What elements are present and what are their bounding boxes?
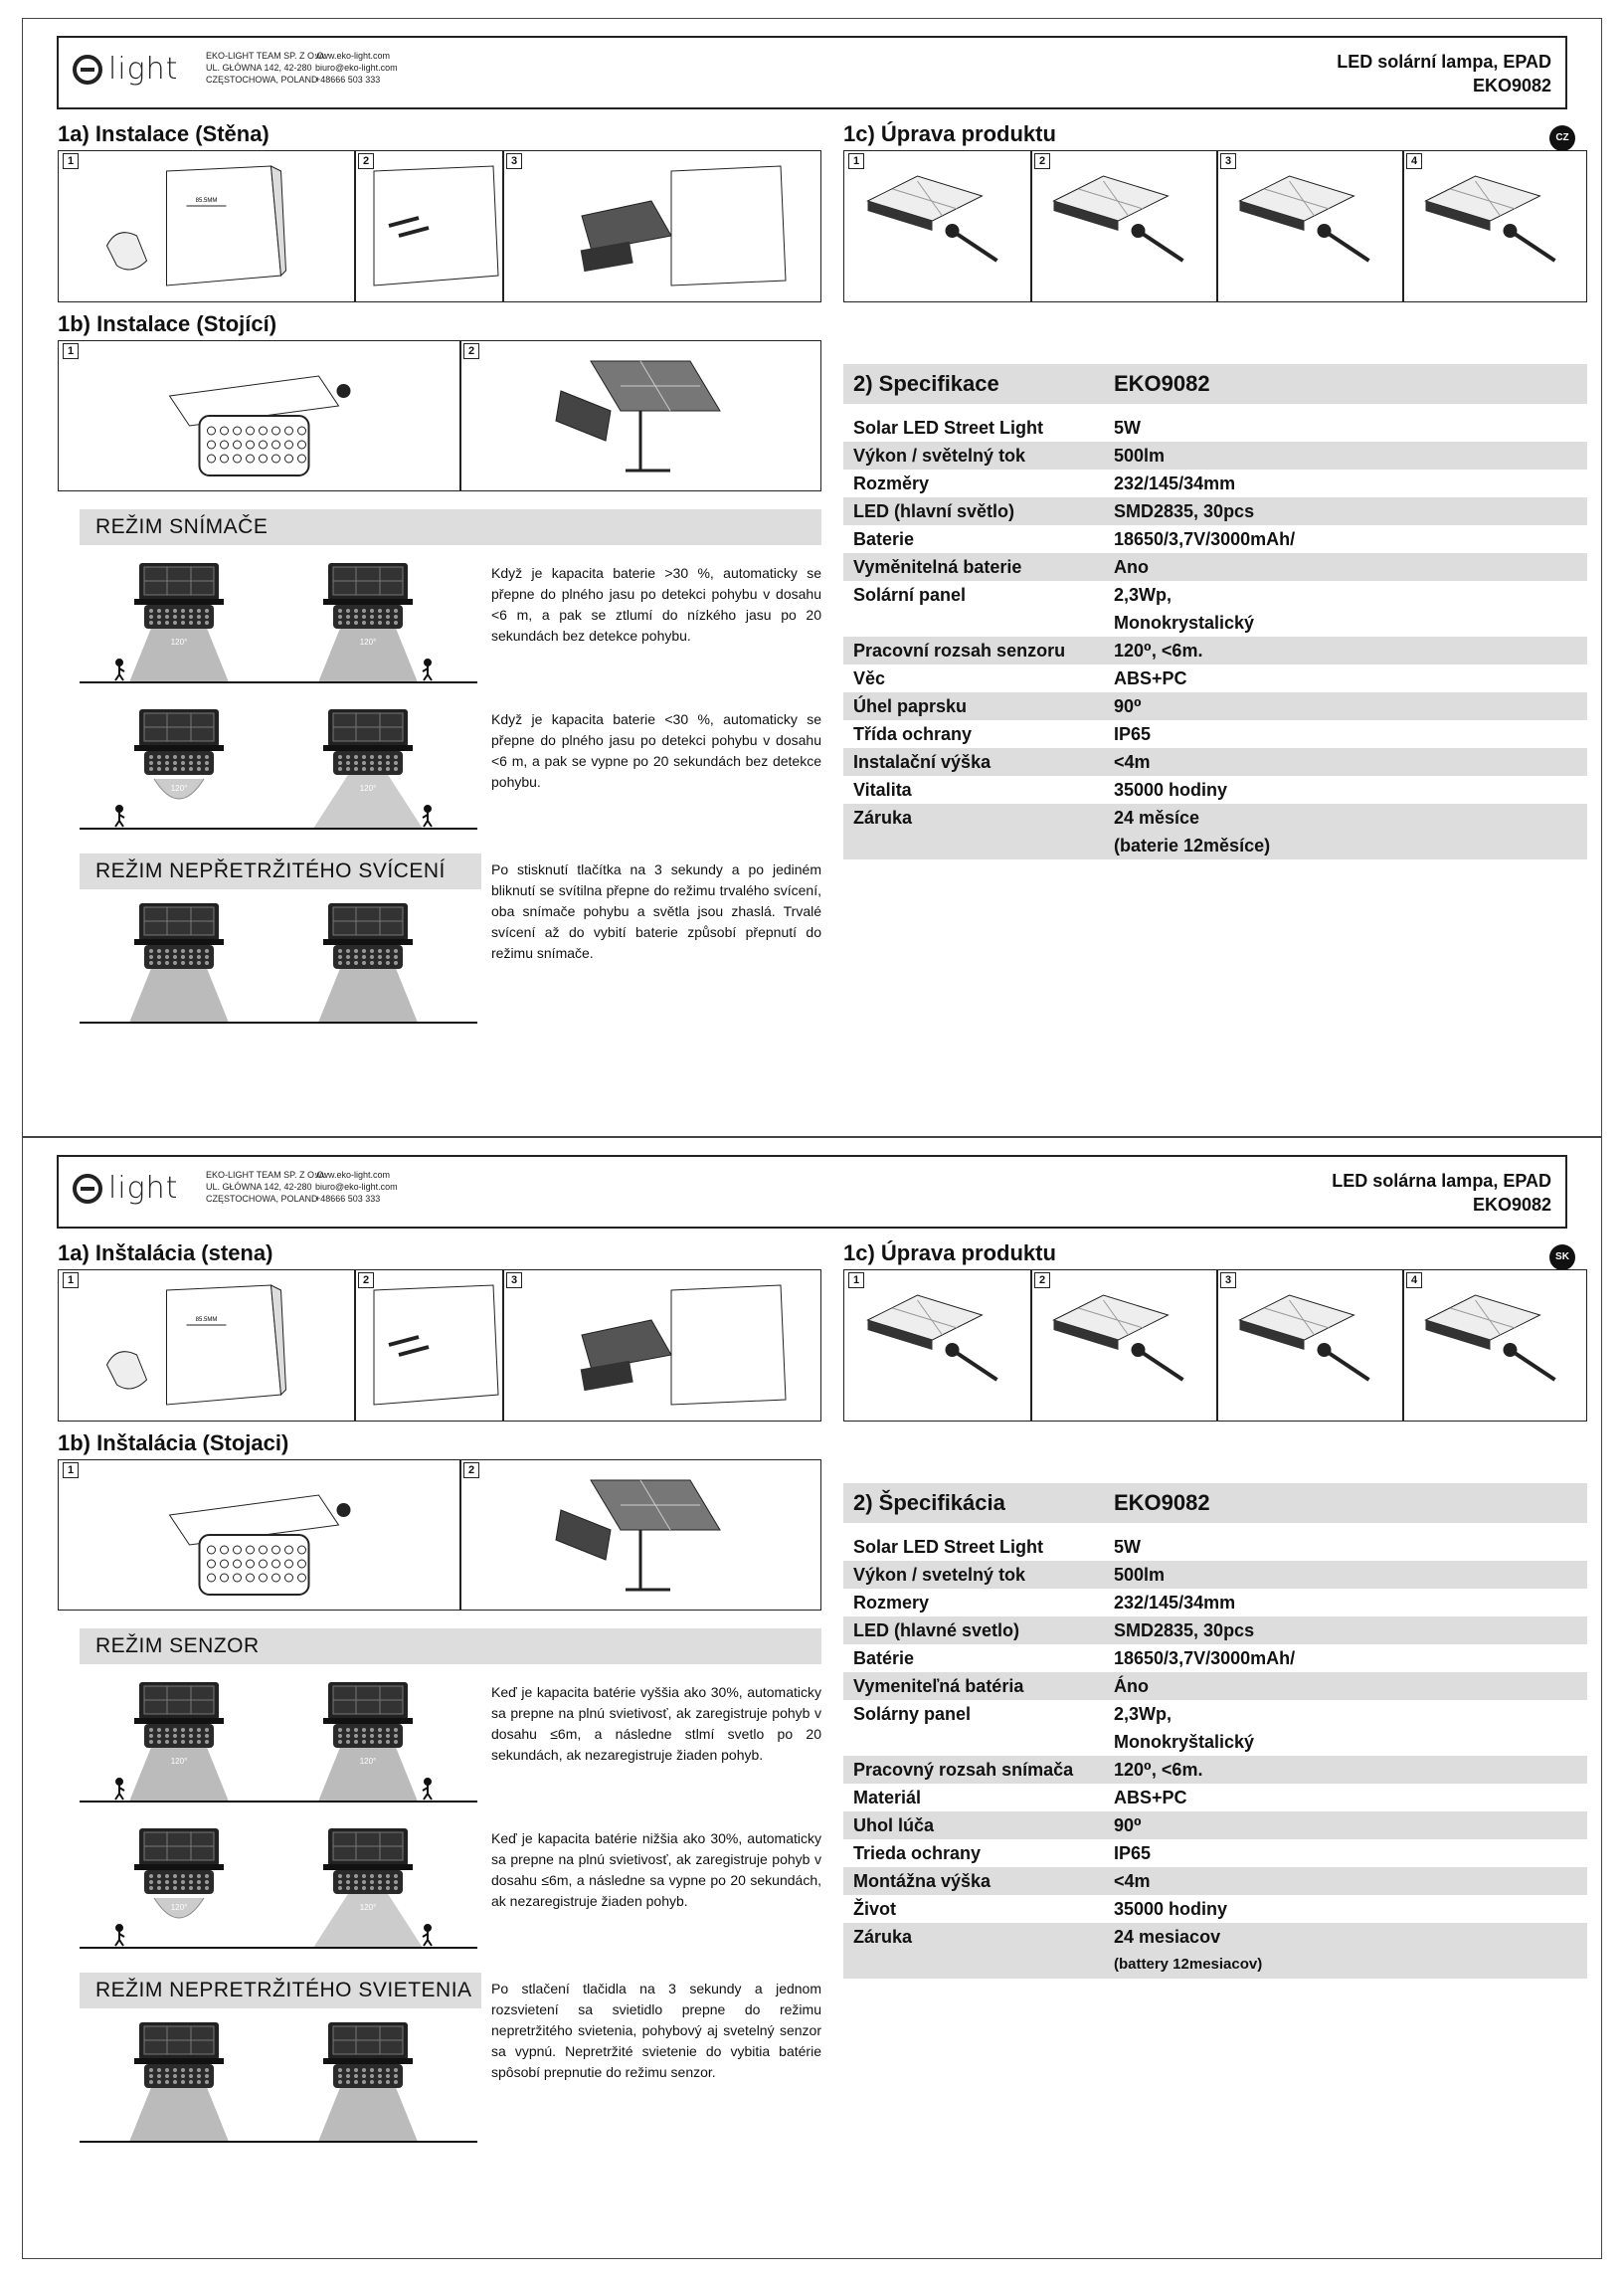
product-drawing (503, 1270, 819, 1420)
walking-person-icon (423, 806, 432, 827)
spec-row: Rozmery 232/145/34mm (853, 1593, 1236, 1613)
install-wall-heading: 1a) Instalace (Stěna) (58, 121, 270, 146)
lamp-illustration (129, 903, 229, 1023)
svg-text:85.5MM: 85.5MM (195, 1317, 218, 1323)
spec-row: Záruka 24 měsíce (baterie 12měsíce) (843, 804, 1587, 859)
continuous-mode-heading: REŽIM NEPŘETRŽITÉHO SVÍCENÍ (80, 854, 481, 889)
spec-table (843, 364, 1587, 859)
product-drawing (1217, 151, 1401, 300)
sensor-mode-text-2: Keď je kapacita batérie nižšia ako 30%, automaticky sa prepne na plnú svietivosť, ak zaregistruje pohyb v dosahu ≤6m, a následne sa vypne po 20 sekundách, ak nezaregistruje žiaden pohyb. (491, 1830, 821, 1909)
language-badge: CZ (1549, 125, 1575, 151)
sensor-mode-text-2: Když je kapacita baterie <30 %, automaticky se přepne do plného jasu po detekci pohybu v dosahu <6 m, a pak se vypne po 20 sekundách bez detekce pohybu. (491, 711, 821, 790)
product-drawing (845, 1270, 1029, 1420)
page-header (57, 36, 1567, 109)
continuous-mode-text: Po stisknutí tlačítka na 3 sekundy a po jediném bliknutí se svítilna přepne do režimu trvalého svícení, oba snímače pohybu a světla jsou zhaslá. Trvalé svícení až do vybití baterie způsobí přepnutí do režimu snímače. (491, 861, 821, 961)
page-header (57, 1155, 1567, 1229)
walking-person-icon (115, 1779, 124, 1800)
svg-text:85.5MM: 85.5MM (195, 198, 218, 204)
sensor-mode-text-1: Když je kapacita baterie >30 %, automaticky se přepne do plného jasu po detekci pohybu v dosahu <6 m, a pak se ztlumí do nízkého jasu po 20 sekundách bez detekce pohybu. (491, 565, 821, 644)
sensor-angle-label: 120° (170, 638, 188, 647)
sensor-mode-figure (80, 903, 477, 1033)
spec-row: Instalační výška <4m (843, 748, 1587, 776)
product-drawing (503, 151, 819, 300)
document-title: LED solárna lampa, EPAD EKO9082 (1332, 1171, 1551, 1215)
install-stand-heading: 1b) Inštalácia (Stojaci) (58, 1430, 289, 1455)
sensor-mode-figure (80, 2022, 477, 2152)
document-title: LED solární lampa, EPAD EKO9082 (1337, 52, 1551, 95)
spec-row: Vymeniteľná batéria Áno (843, 1672, 1587, 1700)
lamp-illustration (129, 563, 229, 682)
product-drawing (1403, 1270, 1587, 1420)
lamp-illustration (318, 1682, 418, 1802)
continuous-mode-heading: REŽIM NEPRETRŽITÉHO SVIETENIA (80, 1973, 481, 2008)
lamp-illustration (129, 1682, 229, 1802)
sensor-mode-figure-2 (80, 1828, 477, 1963)
spec-row: Vyměnitelná baterie Ano (843, 553, 1587, 581)
brand-logo: light (73, 52, 178, 87)
spec-row: Úhel paprsku 90⁰ (843, 692, 1587, 720)
spec-row: Pracovný rozsah snímača 120⁰, <6m. (843, 1756, 1587, 1784)
sensor-angle-label: 120° (359, 1903, 377, 1912)
spec-row: Materiál ABS+PC (853, 1788, 1187, 1807)
lamp-illustration (318, 903, 418, 1023)
product-adjust-heading: 1c) Úprava produktu (843, 1240, 1056, 1265)
continuous-mode-figure (80, 2022, 477, 2157)
sensor-angle-label: 120° (359, 1757, 377, 1766)
product-drawing (1031, 1270, 1215, 1420)
spec-row: Život 35000 hodiny (853, 1899, 1228, 1919)
spec-row: Rozměry 232/145/34mm (853, 474, 1236, 493)
company-address: EKO-LIGHT TEAM SP. Z O.O. UL. GŁÓWNA 142, 42-280 CZĘSTOCHOWA, POLAND (206, 51, 327, 85)
walking-person-icon (423, 1779, 432, 1800)
install-wall-panels: 1 2 3 85.5MM (58, 150, 821, 302)
sensor-mode-figure-2 (80, 709, 477, 844)
spec-row: Věc ABS+PC (853, 668, 1187, 688)
spec-row: Solárny panel 2,3Wp, Monokryštalický (853, 1704, 1255, 1752)
sensor-mode-figure (80, 1682, 477, 1811)
sensor-mode-figure-1 (80, 1682, 477, 1816)
product-drawing (1217, 1270, 1401, 1420)
product-drawing (59, 1460, 459, 1610)
spec-row: LED (hlavné svetlo) SMD2835, 30pcs (843, 1616, 1587, 1644)
spec-row: Baterie 18650/3,7V/3000mAh/ (853, 529, 1296, 549)
walking-person-icon (423, 1925, 432, 1946)
spec-row: Pracovní rozsah senzoru 120⁰, <6m. (843, 637, 1587, 664)
walking-person-icon (115, 660, 124, 680)
logo-e-icon (73, 55, 102, 85)
continuous-mode-text: Po stlačení tlačidla na 3 sekundy a jednom rozsvietení sa svietidlo prepne do režimu nepretržitého svietenia, pohybový aj svetelný senzor sa vypnú. Nepretržité svietenie do vybitia batérie spôsobí prepnutie do režimu senzor. (491, 1981, 821, 2080)
sensor-mode-figure (80, 1828, 477, 1958)
spec-table (843, 1483, 1587, 1979)
spec-row: Batérie 18650/3,7V/3000mAh/ (853, 1648, 1296, 1668)
sensor-mode-figure (80, 563, 477, 692)
language-badge: SK (1549, 1244, 1575, 1270)
sensor-angle-label: 120° (170, 1757, 188, 1766)
product-drawing (355, 151, 502, 300)
product-adjust-heading: 1c) Úprava produktu (843, 121, 1056, 146)
lamp-illustration (313, 709, 423, 829)
spec-row: Montážna výška <4m (843, 1867, 1587, 1895)
product-drawing (1403, 151, 1587, 300)
spec-row: Solární panel 2,3Wp, Monokrystalický (853, 585, 1255, 633)
install-wall-panels: 1 2 3 85.5MM (58, 1269, 821, 1422)
company-address: EKO-LIGHT TEAM SP. Z O.O. UL. GŁÓWNA 142, 42-280 CZĘSTOCHOWA, POLAND (206, 1170, 327, 1204)
walking-person-icon (115, 1925, 124, 1946)
continuous-mode-figure (80, 903, 477, 1038)
sensor-angle-label: 120° (170, 784, 188, 793)
sensor-angle-label: 120° (359, 638, 377, 647)
product-drawing (460, 341, 820, 490)
lamp-illustration (134, 709, 224, 799)
sensor-mode-figure-1 (80, 563, 477, 697)
product-adjust-panels: 1 2 3 4 (843, 1269, 1587, 1422)
spec-row: Uhol lúča 90⁰ (843, 1811, 1587, 1839)
spec-header: 2) Špecifikácia EKO9082 (843, 1483, 1587, 1523)
sk-section (22, 1137, 1602, 2266)
cz-section (22, 18, 1602, 1147)
spec-row: Záruka 24 mesiacov (battery 12mesiacov) (843, 1923, 1587, 1979)
sensor-mode-text-1: Keď je kapacita batérie vyššia ako 30%, automaticky sa prepne na plnú svietivosť, ak zaregistruje pohyb v dosahu ≤6m, a následne stlmí svetlo po 20 sekundách, ak nezaregistruje žiaden pohyb. (491, 1684, 821, 1763)
spec-row: Solar LED Street Light 5W (853, 418, 1141, 438)
spec-row: Trieda ochrany IP65 (853, 1843, 1152, 1863)
install-wall-heading: 1a) Inštalácia (stena) (58, 1240, 273, 1265)
spec-header: 2) Specifikace EKO9082 (843, 364, 1587, 404)
lamp-illustration (313, 1828, 423, 1948)
product-drawing (59, 151, 354, 300)
walking-person-icon (423, 660, 432, 680)
lamp-illustration (318, 563, 418, 682)
lamp-illustration (134, 1828, 224, 1918)
install-stand-panels: 1 2 (58, 340, 821, 491)
sensor-mode-heading: REŽIM SNÍMAČE (80, 509, 821, 545)
brand-logo: light (73, 1171, 178, 1206)
logo-e-icon (73, 1174, 102, 1204)
sensor-mode-figure (80, 709, 477, 839)
product-drawing (59, 1270, 354, 1420)
sensor-angle-label: 120° (170, 1903, 188, 1912)
spec-row: Výkon / světelný tok 500lm (843, 442, 1587, 470)
company-contact: www.eko-light.com biuro@eko-light.com +48666 503 333 (315, 51, 398, 85)
spec-row: Vitalita 35000 hodiny (853, 780, 1228, 800)
spec-row: LED (hlavní světlo) SMD2835, 30pcs (843, 497, 1587, 525)
install-stand-heading: 1b) Instalace (Stojící) (58, 311, 277, 336)
product-drawing (460, 1460, 820, 1610)
product-adjust-panels: 1 2 3 4 (843, 150, 1587, 302)
spec-row: Třída ochrany IP65 (853, 724, 1152, 744)
sensor-angle-label: 120° (359, 784, 377, 793)
product-drawing (355, 1270, 502, 1420)
spec-row: Solar LED Street Light 5W (853, 1537, 1141, 1557)
lamp-illustration (129, 2022, 229, 2142)
product-drawing (1031, 151, 1215, 300)
company-contact: www.eko-light.com biuro@eko-light.com +48666 503 333 (315, 1170, 398, 1204)
product-drawing (845, 151, 1029, 300)
sensor-mode-heading: REŽIM SENZOR (80, 1628, 821, 1664)
install-stand-panels: 1 2 (58, 1459, 821, 1611)
walking-person-icon (115, 806, 124, 827)
spec-row: Výkon / svetelný tok 500lm (843, 1561, 1587, 1589)
lamp-illustration (318, 2022, 418, 2142)
product-drawing (59, 341, 459, 490)
